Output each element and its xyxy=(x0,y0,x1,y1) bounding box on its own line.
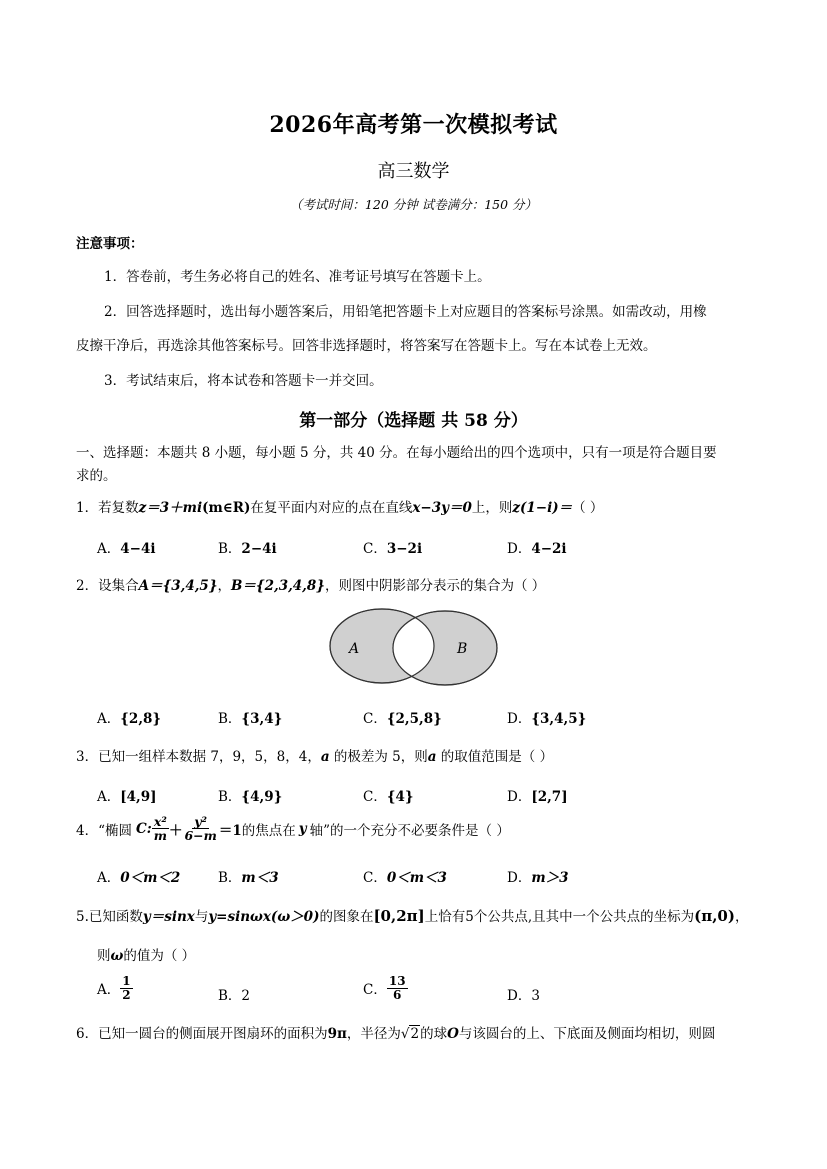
venn-label-a: A xyxy=(349,641,360,657)
exam-time-info: （考试时间：120 分钟 试卷满分：150 分） xyxy=(289,197,538,212)
q2-option-a[interactable]: A．{2,8} xyxy=(97,711,162,727)
notice-item-3: 3．考试结束后，将本试卷和答题卡一并交回。 xyxy=(104,373,383,389)
q5-option-d[interactable]: D．3 xyxy=(507,988,540,1004)
q2-option-b[interactable]: B．{3,4} xyxy=(218,711,283,727)
q5-option-a[interactable]: A． $\frac{1}{2}$ xyxy=(97,974,131,1002)
q4-fraction-y: $\frac{\text{y²}}{6-m}$ xyxy=(184,814,217,844)
question-4: 4．“椭圆 C: $\frac{\text{x²}}{m}$ ＋ $\frac{\text{y²}}{6-m}$ ＝1 的焦点在 y 轴”的一个充分不必要条件是（ ） xyxy=(76,814,510,844)
part1-heading: 第一部分（选择题 共 58 分） xyxy=(299,411,528,431)
q3-option-d[interactable]: D．[2,7] xyxy=(507,789,568,805)
notice-heading: 注意事项： xyxy=(76,236,144,252)
q2-option-c[interactable]: C．{2,5,8} xyxy=(363,711,442,727)
question-2: 2．设集合A＝{3,4,5}，B＝{2,3,4,8}，则图中阴影部分表示的集合为（ ） xyxy=(76,578,546,594)
q3-option-a[interactable]: A．[4,9] xyxy=(97,789,157,805)
q4-option-c[interactable]: C．0＜m＜3 xyxy=(363,870,447,886)
q1-option-a[interactable]: A．4−4i xyxy=(97,541,156,557)
sqrt-icon: √ xyxy=(400,1026,410,1042)
venn-label-b: B xyxy=(457,641,468,657)
q4-fraction-x: $\frac{\text{x²}}{m}$ xyxy=(153,814,167,844)
question-6: 6．已知一圆台的侧面展开图扇环的面积为9π，半径为√2的球O与该圆台的上、下底面及侧面均相切，则圆 xyxy=(76,1026,716,1042)
question-3: 3．已知一组样本数据 7，9，5，8，4，a 的极差为 5，则a 的取值范围是（ ） xyxy=(76,749,554,765)
section-intro-cont: 求的。 xyxy=(76,468,117,484)
q1-option-b[interactable]: B．2−4i xyxy=(218,541,277,557)
q4-option-b[interactable]: B．m＜3 xyxy=(218,870,279,886)
q5-option-c[interactable]: C． $\frac{13}{6}$ xyxy=(363,974,406,1002)
q1-option-c[interactable]: C．3−2i xyxy=(363,541,423,557)
q4-option-d[interactable]: D．m＞3 xyxy=(507,870,569,886)
notice-item-1: 1．答卷前，考生务必将自己的姓名、准考证号填写在答题卡上。 xyxy=(104,269,491,285)
notice-item-2: 2．回答选择题时，选出每小题答案后，用铅笔把答题卡上对应题目的答案标号涂黑。如需改动，用橡 xyxy=(104,304,707,320)
q3-option-b[interactable]: B．{4,9} xyxy=(218,789,283,805)
q1-option-d[interactable]: D．4−2i xyxy=(507,541,567,557)
q5-option-b[interactable]: B．2 xyxy=(218,988,251,1004)
notice-item-2-cont: 皮擦干净后，再选涂其他答案标号。回答非选择题时，将答案写在答题卡上。写在本试卷上无效。 xyxy=(76,338,657,354)
question-5-cont: 则ω的值为（ ） xyxy=(97,948,196,964)
exam-subject: 高三数学 xyxy=(377,161,450,182)
q2-option-d[interactable]: D．{3,4,5} xyxy=(507,711,587,727)
question-5: 5.已知函数y＝sinx与y=sinωx(ω＞0)的图象在[0,2π]上恰有5个公共点,且其中一个公共点的坐标为(π,0)， xyxy=(76,907,749,925)
question-1: 1．若复数z＝3＋mi(m∈R)在复平面内对应的点在直线x−3y＝0上，则z(1−i)＝（ ） xyxy=(76,500,604,516)
q4-option-a[interactable]: A．0＜m＜2 xyxy=(97,870,181,886)
section-intro: 一、选择题：本题共 8 小题，每小题 5 分，共 40 分。在每小题给出的四个选项中，只有一项是符合题目要 xyxy=(76,445,717,461)
exam-title: 2026年高考第一次模拟考试 xyxy=(269,112,558,138)
q3-option-c[interactable]: C．{4} xyxy=(363,789,414,805)
venn-diagram xyxy=(320,604,510,688)
